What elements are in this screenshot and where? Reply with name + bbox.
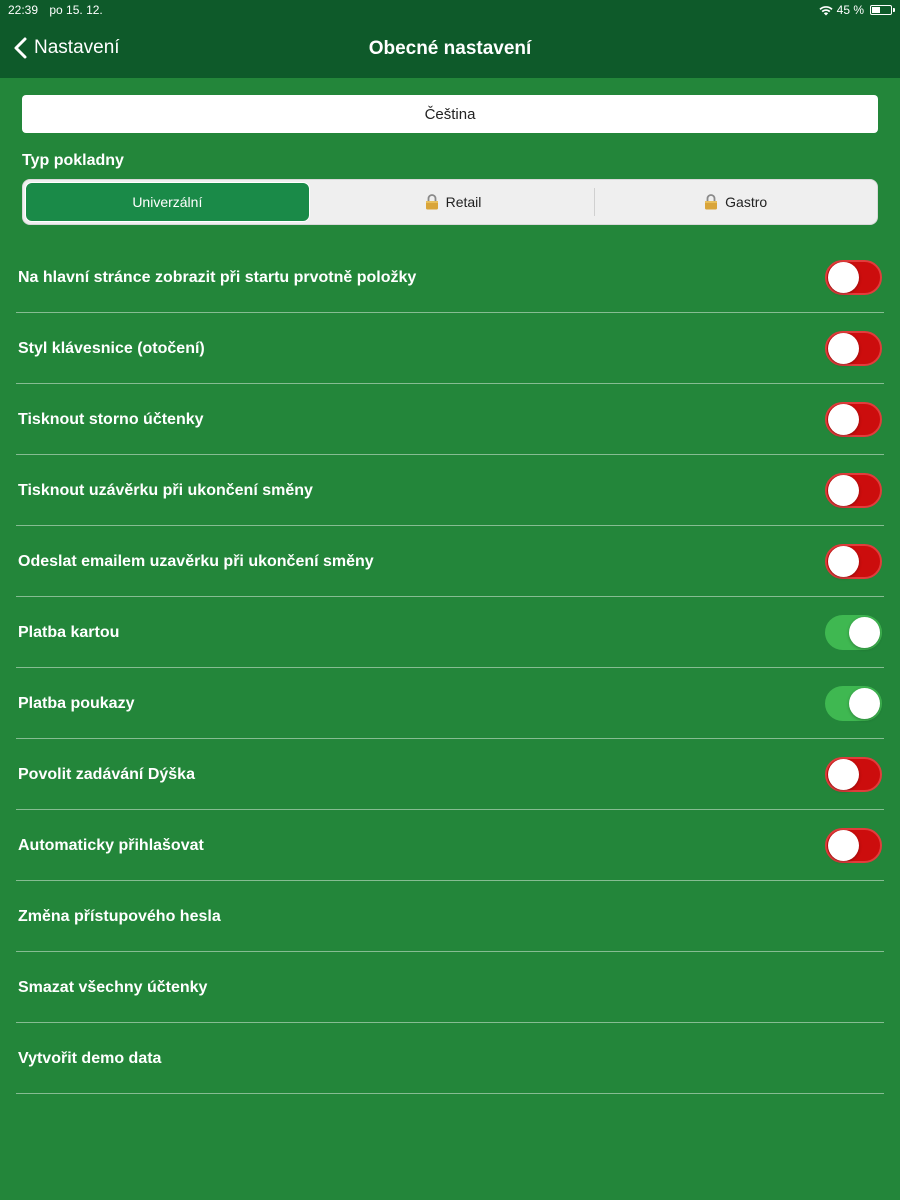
setting-row-tisknout-uzaverku-pri-ukonceni-smeny: [0, 455, 900, 526]
setting-label: Platba kartou: [18, 623, 120, 641]
setting-label: Tisknout storno účtenky: [18, 410, 204, 428]
setting-label: Změna přístupového hesla: [18, 907, 221, 925]
setting-label: Tisknout uzávěrku při ukončení směny: [18, 481, 313, 499]
toggle-knob: [828, 475, 859, 506]
action-row-smazat-vsechny-uctenky[interactable]: [0, 952, 900, 1023]
navigation-bar: [0, 20, 900, 78]
language-value: Čeština: [424, 105, 476, 123]
toggle-knob: [828, 333, 859, 364]
status-right: [819, 3, 892, 17]
header: [0, 0, 900, 78]
action-row-zmena-pristupoveho-hesla[interactable]: [0, 881, 900, 952]
setting-row-tisknout-storno-uctenky: [0, 384, 900, 455]
segment-univerzalni[interactable]: [25, 182, 310, 222]
toggle-knob: [828, 759, 859, 790]
setting-label: Na hlavní stránce zobrazit při startu prvotně položky: [18, 268, 417, 286]
toggle-switch[interactable]: [825, 402, 882, 437]
setting-label: Povolit zadávání Dýška: [18, 765, 195, 783]
toggle-knob: [828, 546, 859, 577]
segment-label: Univerzální: [132, 194, 203, 210]
status-date: po 15. 12.: [49, 3, 103, 17]
setting-label: Automaticky přihlašovat: [18, 836, 204, 854]
toggle-knob: [849, 688, 880, 719]
setting-row-odeslat-emailem-uzaverku-pri-ukonceni-smeny: [0, 526, 900, 597]
battery-fill: [872, 7, 880, 13]
register-type-label: Typ pokladny: [22, 152, 124, 169]
setting-label: Smazat všechny účtenky: [18, 978, 208, 996]
status-left: [8, 3, 103, 17]
toggle-knob: [828, 262, 859, 293]
setting-label: Platba poukazy: [18, 694, 135, 712]
toggle-switch[interactable]: [825, 473, 882, 508]
page-title: Obecné nastavení: [368, 38, 532, 59]
setting-label: Styl klávesnice (otočení): [18, 339, 205, 357]
segment-retail[interactable]: [312, 180, 595, 224]
toggle-switch[interactable]: [825, 331, 882, 366]
toggle-switch[interactable]: [825, 686, 882, 721]
setting-row-automaticky-prihlasovat: [0, 810, 900, 881]
toggle-switch[interactable]: [825, 615, 882, 650]
back-label: Nastavení: [34, 37, 120, 58]
setting-row-styl-klavesnice-otoceni: [0, 313, 900, 384]
setting-row-platba-kartou: [0, 597, 900, 668]
status-time: 22:39: [8, 3, 39, 17]
language-selector[interactable]: [22, 95, 878, 133]
lock-icon: [425, 194, 439, 210]
battery-percent: 45 %: [836, 3, 864, 17]
toggle-switch[interactable]: [825, 757, 882, 792]
segment-label: Gastro: [725, 194, 768, 210]
status-bar: [0, 0, 900, 20]
toggle-switch[interactable]: [825, 260, 882, 295]
lock-icon: [704, 194, 718, 210]
register-type-segmented-control: [22, 179, 878, 225]
setting-row-povolit-zadavani-dyska: [0, 739, 900, 810]
wifi-icon: [819, 5, 833, 16]
settings-list: [0, 242, 900, 1094]
setting-label: Vytvořit demo data: [18, 1049, 162, 1067]
setting-label: Odeslat emailem uzavěrku při ukončení směny: [18, 552, 374, 570]
toggle-knob: [849, 617, 880, 648]
segment-label: Retail: [445, 194, 482, 210]
action-row-vytvorit-demo-data[interactable]: [0, 1023, 900, 1094]
toggle-switch[interactable]: [825, 544, 882, 579]
battery-icon: [870, 5, 892, 15]
setting-row-platba-poukazy: [0, 668, 900, 739]
setting-row-na-hlavni-strance-zobrazit-pri-startu-prvotne-polozky: [0, 242, 900, 313]
segment-gastro[interactable]: [594, 180, 877, 224]
toggle-knob: [828, 830, 859, 861]
toggle-switch[interactable]: [825, 828, 882, 863]
toggle-knob: [828, 404, 859, 435]
